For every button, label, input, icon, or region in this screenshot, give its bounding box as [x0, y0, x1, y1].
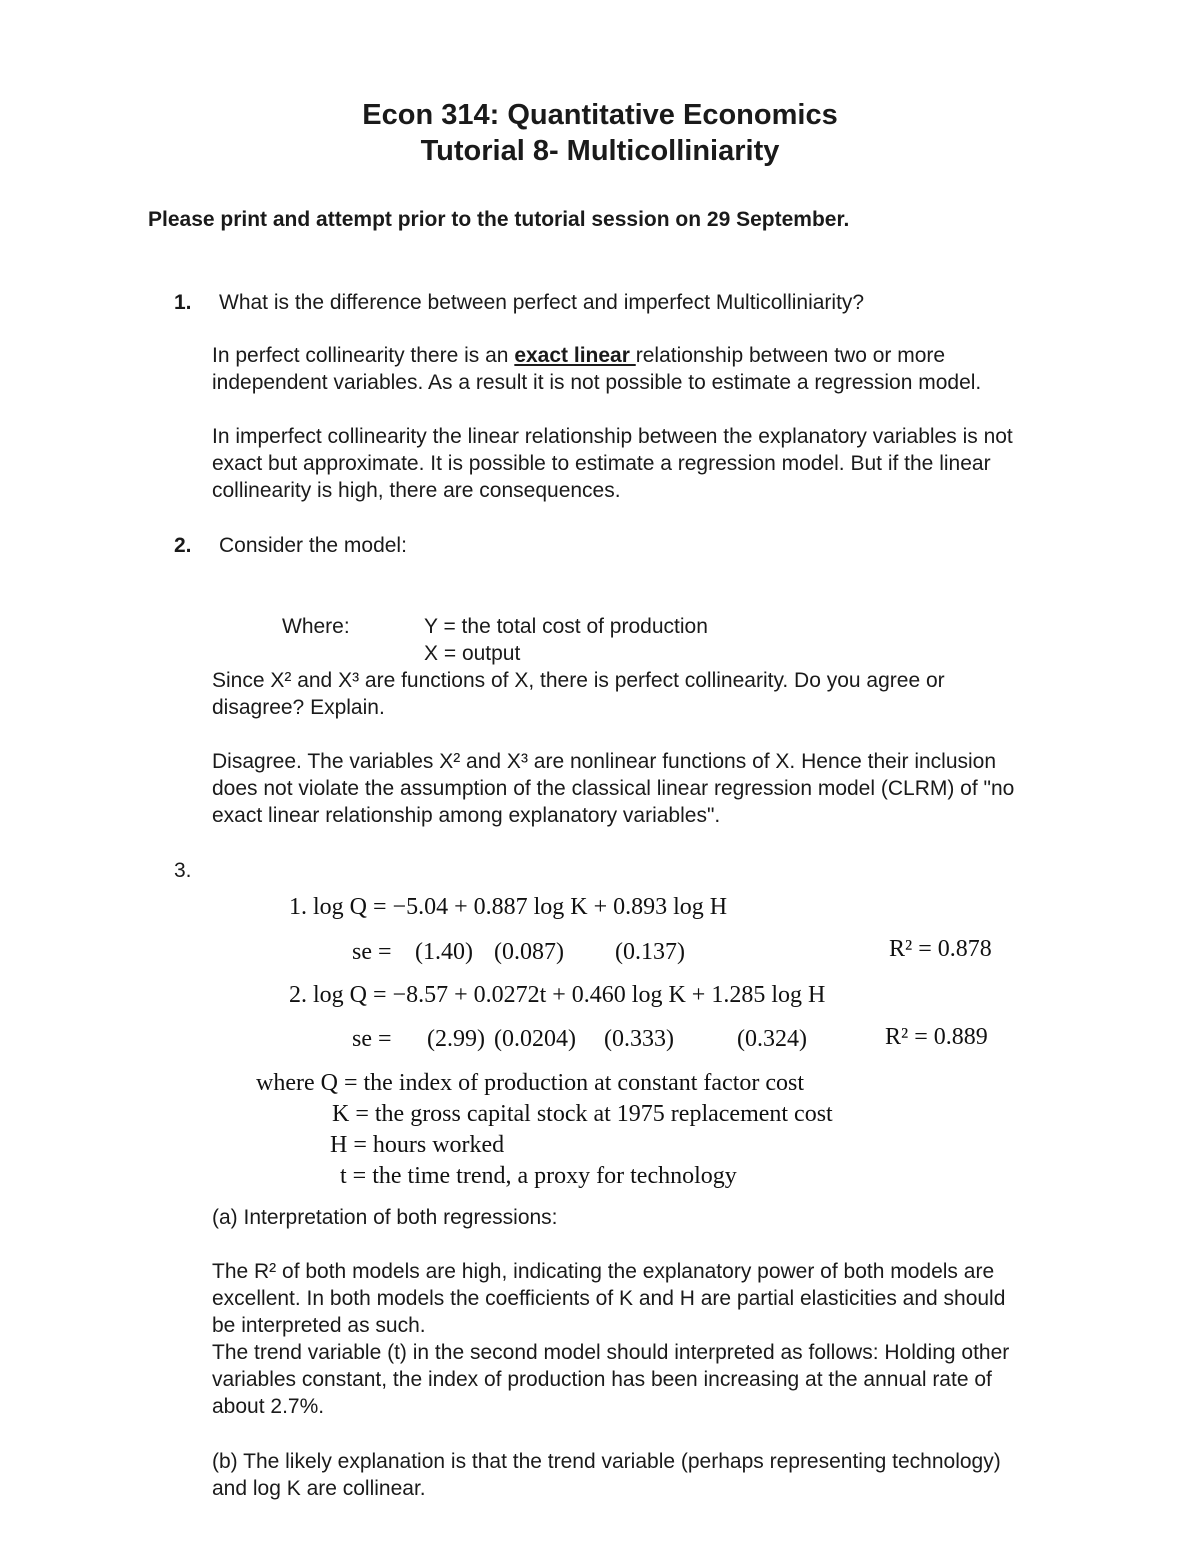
- se-value: (0.324): [737, 1026, 807, 1052]
- se-label-2: se =: [352, 1026, 392, 1052]
- q1-answer-para2-line2: exact but approximate. It is possible to estimate a regression model. But if the linear: [212, 452, 991, 475]
- part-b-answer-line1: (b) The likely explanation is that the trend variable (perhaps representing technology): [212, 1450, 1001, 1473]
- page-subtitle: Tutorial 8- Multicolliniarity: [420, 135, 780, 167]
- question-2-text: Consider the model:: [219, 534, 407, 557]
- variable-definition-q: where Q = the index of production at constant factor cost: [256, 1070, 805, 1096]
- regression-equation-1: 1. log Q = −5.04 + 0.887 log K + 0.893 log H: [289, 894, 728, 920]
- se-value: (2.99): [427, 1026, 485, 1052]
- part-b-answer-line2: and log K are collinear.: [212, 1477, 426, 1500]
- regression-equation-2: 2. log Q = −8.57 + 0.0272t + 0.460 log K + 1.285 log H: [289, 982, 826, 1008]
- variable-definition-k: K = the gross capital stock at 1975 replacement cost: [332, 1101, 833, 1127]
- variable-definition-t: t = the time trend, a proxy for technology: [340, 1163, 737, 1189]
- q1-answer-emphasis: exact linear: [514, 344, 636, 367]
- page-title: Econ 314: Quantitative Economics: [362, 99, 838, 131]
- se-value: (0.087): [494, 939, 564, 965]
- q2-answer-line3: exact linear relationship among explanatory variables".: [212, 804, 721, 827]
- q2-statement-line2: disagree? Explain.: [212, 696, 385, 719]
- q1-answer-text: relationship between two or more: [635, 344, 946, 367]
- se-value: (0.0204): [494, 1026, 576, 1052]
- definition-y: Y = the total cost of production: [424, 615, 708, 638]
- q2-answer-line1: Disagree. The variables X² and X³ are nonlinear functions of X. Hence their inclusion: [212, 750, 997, 773]
- q1-answer-para1-line2: independent variables. As a result it is not possible to estimate a regression model.: [212, 371, 982, 394]
- q1-answer-text: In perfect collinearity there is an: [212, 344, 515, 367]
- part-a-answer-line6: about 2.7%.: [212, 1395, 325, 1418]
- q1-answer-para2-line3: collinearity is high, there are consequences.: [212, 479, 621, 502]
- r-squared-2: R² = 0.889: [885, 1024, 988, 1050]
- part-a-answer-line2: excellent. In both models the coefficients of K and H are partial elasticities and should: [212, 1287, 1006, 1310]
- r-squared-1: R² = 0.878: [889, 936, 992, 962]
- q1-answer-para2-line1: In imperfect collinearity the linear relationship between the explanatory variables is not: [212, 425, 1013, 448]
- se-value: (1.40): [415, 939, 473, 965]
- variable-definition-h: H = hours worked: [330, 1132, 505, 1158]
- se-label-1: se =: [352, 939, 392, 965]
- q2-statement-line1: Since X² and X³ are functions of X, there is perfect collinearity. Do you agree or: [212, 669, 945, 692]
- question-1-text: What is the difference between perfect and imperfect Multicolliniarity?: [219, 291, 865, 314]
- where-label: Where:: [282, 615, 350, 638]
- part-a-answer-line1: The R² of both models are high, indicating the explanatory power of both models are: [212, 1260, 995, 1283]
- se-value: (0.333): [604, 1026, 674, 1052]
- part-a-label: (a) Interpretation of both regressions:: [212, 1206, 558, 1229]
- se-value: (0.137): [615, 939, 685, 965]
- q2-answer-line2: does not violate the assumption of the classical linear regression model (CLRM) of "no: [212, 777, 1015, 800]
- part-a-answer-line5: variables constant, the index of production has been increasing at the annual rate of: [212, 1368, 992, 1391]
- question-3-number: 3.: [174, 859, 192, 882]
- instruction-text: Please print and attempt prior to the tutorial session on 29 September.: [148, 208, 850, 231]
- question-2-number: 2.: [174, 534, 192, 557]
- q1-answer-para1-line1: [212, 342, 945, 369]
- part-a-answer-line4: The trend variable (t) in the second model should interpreted as follows: Holding other: [212, 1341, 1010, 1364]
- question-1-number: 1.: [174, 291, 192, 314]
- part-a-answer-line3: be interpreted as such.: [212, 1314, 426, 1337]
- definition-x: X = output: [424, 642, 521, 665]
